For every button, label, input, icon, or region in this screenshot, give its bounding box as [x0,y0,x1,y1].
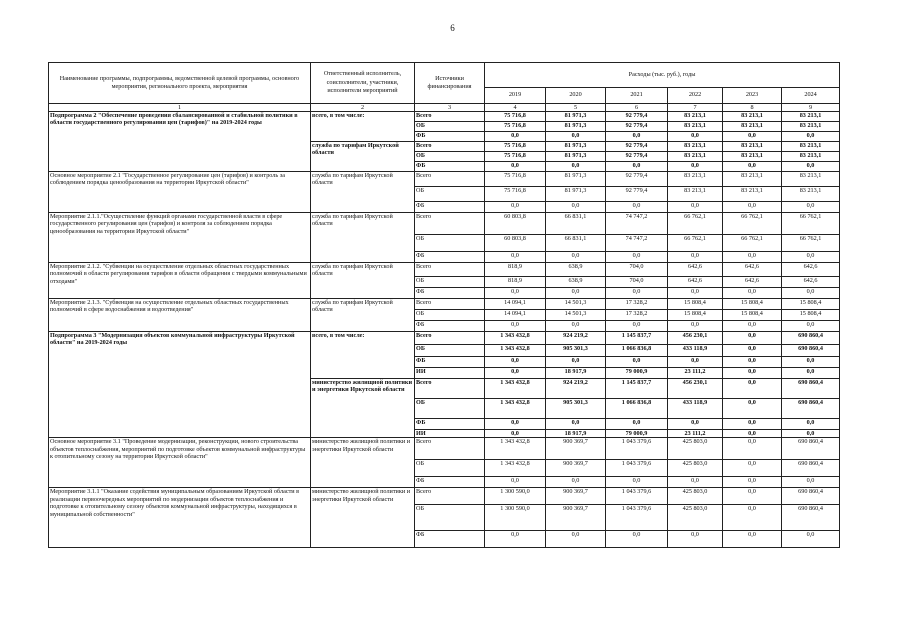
expense-value: 15 808,4 [782,310,840,321]
expense-value: 83 213,1 [782,152,840,162]
expense-value: 75 716,8 [485,142,546,152]
expense-value: 0,0 [546,477,606,488]
expense-value: 75 716,8 [485,187,546,202]
funding-source: Всего [415,379,485,399]
expense-value: 1 343 432,8 [485,460,546,477]
funding-source: Всего [415,263,485,277]
funding-source: Всего [415,142,485,152]
expense-value: 92 779,4 [606,112,668,122]
expense-value: 0,0 [668,202,723,213]
funding-source: ОБ [415,460,485,477]
column-index: 7 [668,104,723,112]
expense-value: 818,9 [485,277,546,288]
table-row [49,438,840,460]
expense-value: 0,0 [485,288,546,299]
expense-value: 0,0 [723,488,782,505]
expense-value: 0,0 [723,321,782,332]
executor: всего, в том числе: [311,332,415,379]
funding-source: ОБ [415,505,485,531]
expense-value: 0,0 [485,357,546,368]
column-index: 8 [723,104,782,112]
expense-value: 83 213,1 [668,142,723,152]
expense-value: 0,0 [606,132,668,142]
expense-value: 83 213,1 [668,152,723,162]
program-name: Основное мероприятие 2.1 "Государственное регулирование цен (тарифов) и контроль за соблюдением порядка ценообразования на территории Иркутской области" [49,172,311,213]
expense-value: 0,0 [606,252,668,263]
expense-value: 0,0 [546,419,606,430]
expense-value: 15 808,4 [668,299,723,310]
expense-value: 0,0 [546,288,606,299]
funding-source: ФБ [415,357,485,368]
expense-value: 83 213,1 [723,152,782,162]
expense-value: 690 860,4 [782,488,840,505]
table-row [49,172,840,187]
expense-value: 1 343 432,8 [485,438,546,460]
expense-value: 66 762,1 [668,213,723,235]
expense-value: 92 779,4 [606,142,668,152]
expense-value: 0,0 [782,430,840,438]
expense-value: 83 213,1 [782,187,840,202]
expense-value: 66 762,1 [782,235,840,252]
page-number: 6 [450,23,455,33]
header-name: Наименование программы, подпрограммы, ведомственной целевой программы, основного мероприятия, регионального проекта, мероприятия [49,63,311,104]
expense-value: 15 808,4 [668,310,723,321]
expense-value: 642,6 [782,263,840,277]
program-name: Мероприятие 2.1.3. "Субвенция на осуществление отдельных областных государственных полномочий в сфере водоснабжения и водоотведения" [49,299,311,332]
funding-source: ИИ [415,368,485,379]
expense-value: 900 369,7 [546,488,606,505]
funding-source: ФБ [415,419,485,430]
expense-value: 900 369,7 [546,505,606,531]
expense-value: 0,0 [606,477,668,488]
expense-value: 0,0 [668,252,723,263]
expense-value: 14 501,3 [546,310,606,321]
expense-value: 83 213,1 [782,172,840,187]
executor: всего, в том числе: [311,112,415,142]
expense-value: 0,0 [782,321,840,332]
expense-value: 18 917,9 [546,368,606,379]
expense-value: 74 747,2 [606,213,668,235]
program-name: Подпрограмма 3 "Модернизация объектов коммунальной инфраструктуры Иркутской области" на 2019-2024 годы [49,332,311,438]
funding-source: ИИ [415,430,485,438]
expense-value: 92 779,4 [606,172,668,187]
expense-value: 74 747,2 [606,235,668,252]
expense-value: 690 860,4 [782,379,840,399]
expense-value: 79 000,9 [606,430,668,438]
expense-value: 0,0 [723,332,782,345]
executor: министерство жилищной политики и энергетики Иркутской области [311,438,415,488]
expense-value: 83 213,1 [668,122,723,132]
expense-value: 83 213,1 [782,122,840,132]
expense-value: 0,0 [485,368,546,379]
executor: служба по тарифам Иркутской области [311,263,415,299]
expense-value: 0,0 [723,288,782,299]
column-index: 9 [782,104,840,112]
expense-value: 425 803,0 [668,438,723,460]
expense-value: 690 860,4 [782,505,840,531]
expense-value: 0,0 [782,288,840,299]
expense-value: 75 716,8 [485,112,546,122]
expense-value: 0,0 [546,202,606,213]
expense-value: 0,0 [485,132,546,142]
header-year: 2021 [606,88,668,104]
column-index: 6 [606,104,668,112]
expense-value: 0,0 [723,132,782,142]
expense-value: 0,0 [606,162,668,172]
funding-source: ФБ [415,132,485,142]
expense-value: 0,0 [668,477,723,488]
expense-value: 433 118,9 [668,399,723,419]
expense-value: 0,0 [782,419,840,430]
funding-source: ОБ [415,310,485,321]
expense-value: 0,0 [485,477,546,488]
expense-value: 75 716,8 [485,152,546,162]
expense-value: 1 343 432,8 [485,332,546,345]
expense-value: 0,0 [782,368,840,379]
expense-value: 0,0 [546,162,606,172]
expense-value: 704,0 [606,263,668,277]
table-row [49,488,840,505]
expense-value: 14 094,1 [485,310,546,321]
expense-value: 1 043 379,6 [606,505,668,531]
program-name: Подпрограмма 2 "Обеспечение проведения сбалансированной и стабильной политики в области государственного регулирования цен (тарифов)" на 2019-2024 годы [49,112,311,172]
expense-value: 425 803,0 [668,505,723,531]
expense-value: 81 971,3 [546,152,606,162]
funding-source: ФБ [415,202,485,213]
expense-value: 23 111,2 [668,430,723,438]
table-row [49,332,840,345]
expense-value: 0,0 [782,132,840,142]
expense-value: 81 971,3 [546,122,606,132]
expense-value: 15 808,4 [782,299,840,310]
expense-value: 1 043 379,6 [606,488,668,505]
header-year: 2022 [668,88,723,104]
expense-value: 0,0 [668,162,723,172]
expense-value: 0,0 [723,379,782,399]
expense-value: 0,0 [546,357,606,368]
expense-value: 690 860,4 [782,460,840,477]
expense-value: 15 808,4 [723,299,782,310]
expense-value: 642,6 [723,263,782,277]
expense-value: 1 343 432,8 [485,345,546,357]
expense-value: 0,0 [485,430,546,438]
expense-value: 75 716,8 [485,122,546,132]
expense-value: 0,0 [606,419,668,430]
funding-source: Всего [415,332,485,345]
expense-value: 0,0 [782,531,840,548]
expense-value: 0,0 [723,477,782,488]
expense-value: 900 369,7 [546,460,606,477]
table-row [49,213,840,235]
expense-value: 83 213,1 [723,122,782,132]
expense-value: 0,0 [606,531,668,548]
expense-value: 0,0 [485,162,546,172]
expense-value: 81 971,3 [546,172,606,187]
column-index: 1 [49,104,311,112]
column-index: 5 [546,104,606,112]
expense-value: 0,0 [606,357,668,368]
funding-source: ОБ [415,399,485,419]
funding-source: ОБ [415,345,485,357]
expense-value: 17 328,2 [606,299,668,310]
column-index: 3 [415,104,485,112]
expense-value: 1 145 837,7 [606,332,668,345]
expense-value: 0,0 [606,321,668,332]
funding-source: Всего [415,299,485,310]
expense-value: 0,0 [723,460,782,477]
expense-value: 0,0 [546,252,606,263]
funding-source: Всего [415,438,485,460]
expense-value: 83 213,1 [782,112,840,122]
expense-value: 1 043 379,6 [606,460,668,477]
expense-value: 14 094,1 [485,299,546,310]
expense-value: 0,0 [723,252,782,263]
expense-value: 0,0 [782,357,840,368]
funding-source: ФБ [415,288,485,299]
expense-value: 66 762,1 [668,235,723,252]
expense-value: 0,0 [485,531,546,548]
expense-value: 1 300 590,0 [485,505,546,531]
expense-value: 83 213,1 [723,112,782,122]
expense-value: 66 831,1 [546,235,606,252]
expense-value: 66 762,1 [782,213,840,235]
expense-value: 0,0 [668,531,723,548]
expense-value: 75 716,8 [485,172,546,187]
expense-value: 0,0 [668,321,723,332]
expense-value: 905 301,3 [546,399,606,419]
expense-value: 638,9 [546,277,606,288]
funding-source: ФБ [415,531,485,548]
expense-value: 924 219,2 [546,332,606,345]
expense-value: 900 369,7 [546,438,606,460]
expense-value: 0,0 [606,288,668,299]
expense-value: 1 343 432,8 [485,379,546,399]
expense-value: 0,0 [723,162,782,172]
expense-value: 14 501,3 [546,299,606,310]
expense-value: 0,0 [782,162,840,172]
funding-source: ФБ [415,252,485,263]
expense-value: 690 860,4 [782,332,840,345]
expense-value: 425 803,0 [668,460,723,477]
expense-value: 0,0 [723,505,782,531]
expense-value: 0,0 [723,345,782,357]
expense-value: 0,0 [723,438,782,460]
table-row [49,299,840,310]
executor: служба по тарифам Иркутской области [311,299,415,332]
expense-value: 83 213,1 [668,112,723,122]
expense-value: 81 971,3 [546,187,606,202]
expense-value: 18 917,9 [546,430,606,438]
executor: служба по тарифам Иркутской области [311,142,415,172]
executor: служба по тарифам Иркутской области [311,172,415,213]
expense-value: 79 000,9 [606,368,668,379]
funding-source: ОБ [415,235,485,252]
expense-value: 83 213,1 [723,172,782,187]
header-executor: Ответственный исполнитель, соисполнители, участники, исполнители мероприятий [311,63,415,104]
funding-source: ФБ [415,477,485,488]
expense-value: 1 066 836,8 [606,345,668,357]
expense-value: 0,0 [723,399,782,419]
expense-value: 638,9 [546,263,606,277]
expense-value: 0,0 [485,252,546,263]
expense-value: 15 808,4 [723,310,782,321]
header-year: 2024 [782,88,840,104]
expense-value: 818,9 [485,263,546,277]
expense-value: 642,6 [668,263,723,277]
expense-value: 0,0 [546,321,606,332]
executor: служба по тарифам Иркутской области [311,213,415,263]
expense-value: 0,0 [485,321,546,332]
expense-value: 17 328,2 [606,310,668,321]
expense-value: 83 213,1 [668,187,723,202]
funding-source: ФБ [415,321,485,332]
expense-value: 92 779,4 [606,152,668,162]
funding-source: ОБ [415,187,485,202]
expense-value: 66 762,1 [723,235,782,252]
expense-value: 0,0 [668,357,723,368]
expense-value: 0,0 [668,132,723,142]
expense-value: 1 300 590,0 [485,488,546,505]
expense-value: 83 213,1 [782,142,840,152]
budget-table [48,62,840,548]
expense-value: 83 213,1 [668,172,723,187]
expense-value: 0,0 [668,419,723,430]
funding-source: Всего [415,488,485,505]
expense-value: 66 762,1 [723,213,782,235]
program-name: Мероприятие 2.1.1."Осуществление функций органами государственной власти в сфере государственного регулирования цен (тарифов) и контроля за соблюдением порядка ценообразования на территории Иркутской области" [49,213,311,263]
funding-source: Всего [415,172,485,187]
table-body [49,112,840,548]
expense-value: 83 213,1 [723,187,782,202]
expense-value: 0,0 [485,419,546,430]
expense-value: 704,0 [606,277,668,288]
expense-value: 433 118,9 [668,345,723,357]
header-year: 2020 [546,88,606,104]
funding-source: ФБ [415,162,485,172]
funding-source: Всего [415,112,485,122]
program-name: Мероприятие 3.1.1 "Оказание содействия муниципальным образованиям Иркутской области в реализации первоочередных мероприятий по модернизации объектов теплоснабжения и подготовке к отопительному сезону объектов коммунальной инфраструктуры, находящихся в муниципальной собственности" [49,488,311,548]
expense-value: 1 043 379,6 [606,438,668,460]
header-year: 2019 [485,88,546,104]
column-index: 2 [311,104,415,112]
expense-value: 690 860,4 [782,399,840,419]
expense-value: 60 803,8 [485,213,546,235]
funding-source: ОБ [415,277,485,288]
expense-value: 642,6 [668,277,723,288]
expense-value: 81 971,3 [546,142,606,152]
expense-value: 0,0 [723,202,782,213]
expense-value: 456 230,1 [668,332,723,345]
funding-source: ОБ [415,152,485,162]
funding-source: Всего [415,213,485,235]
expense-value: 0,0 [723,430,782,438]
funding-source: ОБ [415,122,485,132]
expense-value: 0,0 [606,202,668,213]
expense-value: 690 860,4 [782,345,840,357]
expense-value: 425 803,0 [668,488,723,505]
expense-value: 81 971,3 [546,112,606,122]
column-index: 4 [485,104,546,112]
expense-value: 0,0 [782,477,840,488]
expense-value: 0,0 [546,132,606,142]
expense-value: 1 066 836,8 [606,399,668,419]
expense-value: 456 230,1 [668,379,723,399]
expense-value: 23 111,2 [668,368,723,379]
expense-value: 83 213,1 [723,142,782,152]
table-row [49,112,840,122]
expense-value: 642,6 [723,277,782,288]
expense-value: 0,0 [485,202,546,213]
executor: министерство жилищной политики и энергетики Иркутской области [311,379,415,438]
expense-value: 0,0 [546,531,606,548]
expense-value: 0,0 [723,531,782,548]
expense-value: 924 219,2 [546,379,606,399]
expense-value: 1 145 837,7 [606,379,668,399]
table-row [49,263,840,277]
expense-value: 905 301,3 [546,345,606,357]
expense-value: 0,0 [782,202,840,213]
header-expenses: Расходы (тыс. руб.), годы [485,63,840,88]
expense-value: 0,0 [782,252,840,263]
expense-value: 92 779,4 [606,122,668,132]
expense-value: 60 803,8 [485,235,546,252]
expense-value: 0,0 [723,419,782,430]
expense-value: 690 860,4 [782,438,840,460]
program-name: Основное мероприятие 3.1 "Проведение модернизации, реконструкции, нового строительства объектов теплоснабжения, мероприятий по подготовке объектов коммунальной инфраструктуры к отопительному сезону на территории Иркутской области" [49,438,311,488]
header-source: Источники финансирования [415,63,485,104]
program-name: Мероприятие 2.1.2. "Субвенции на осуществление отдельных областных государственных полномочий в области регулирования тарифов в области обращения с твердыми коммунальными отходами" [49,263,311,299]
expense-value: 0,0 [723,368,782,379]
expense-value: 642,6 [782,277,840,288]
expense-value: 92 779,4 [606,187,668,202]
header-year: 2023 [723,88,782,104]
executor: министерство жилищной политики и энергетики Иркутской области [311,488,415,548]
expense-value: 66 831,1 [546,213,606,235]
expense-value: 1 343 432,8 [485,399,546,419]
expense-value: 0,0 [723,357,782,368]
expense-value: 0,0 [668,288,723,299]
